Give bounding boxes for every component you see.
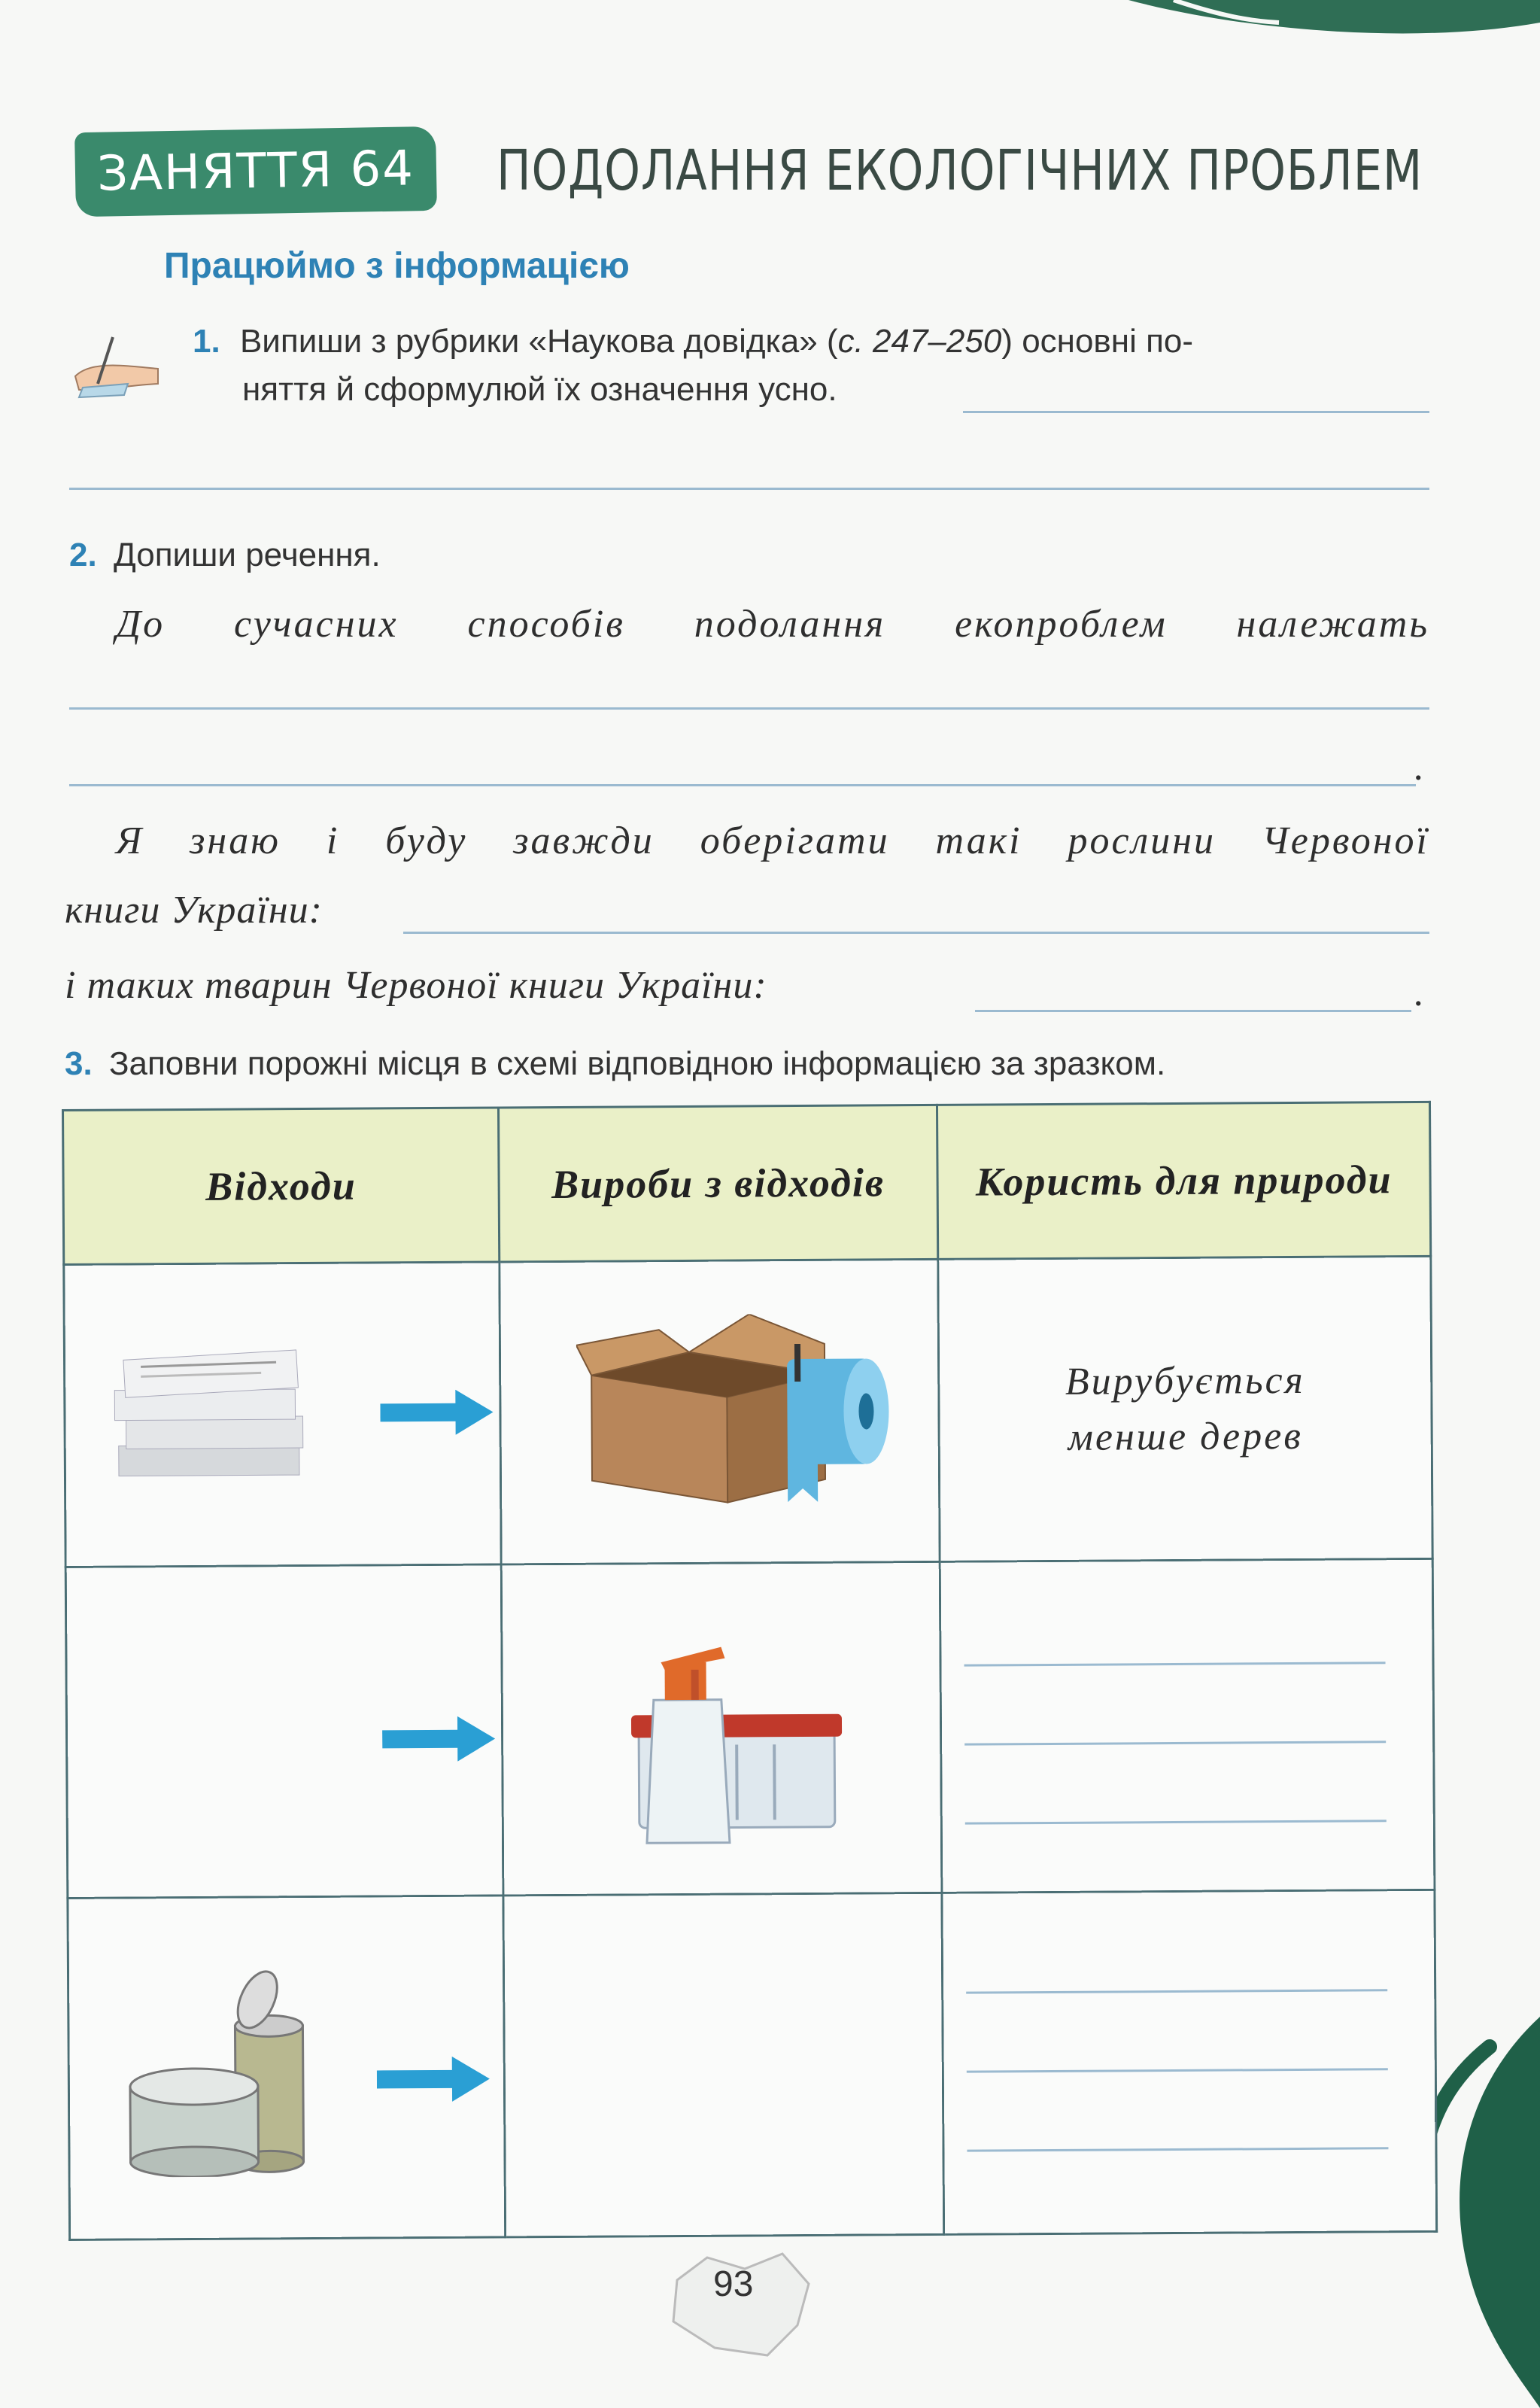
answer-line[interactable] (967, 2068, 1388, 2072)
answer-line[interactable] (69, 784, 1416, 786)
page-number: 93 (713, 2264, 754, 2304)
waste-cell (64, 1262, 501, 1567)
table-row (68, 1890, 1437, 2239)
arrow-right-icon (380, 1390, 493, 1436)
answer-line[interactable] (403, 932, 1429, 934)
task1-text-a: Випиши з рубрики «Наукова довідка» ( (239, 323, 838, 360)
answer-line[interactable] (964, 1741, 1386, 1745)
benefit-cell (938, 1256, 1432, 1561)
section-title: Працюймо з інформацією (164, 246, 630, 286)
cardboard-box-and-paper-roll-icon (576, 1313, 893, 1511)
tin-cans-icon (122, 1966, 319, 2178)
waste-cell[interactable] (65, 1564, 503, 1899)
sentence-plants-line2: книги України: (65, 889, 323, 932)
lesson-tag: ЗАНЯТТЯ 64 (74, 126, 437, 217)
newspapers-icon (111, 1332, 307, 1491)
answer-line[interactable] (965, 1820, 1387, 1824)
answer-line[interactable] (964, 1662, 1386, 1666)
task1-number: 1. (193, 323, 220, 360)
arrow-right-icon (382, 1716, 495, 1762)
table-row (64, 1256, 1432, 1567)
answer-line[interactable] (966, 1989, 1387, 1993)
answer-line[interactable] (69, 707, 1429, 710)
decorative-leaf-top (1128, 0, 1540, 53)
lesson-title: ПОДОЛАННЯ ЕКОЛОГІЧНИХ ПРОБЛЕМ (497, 138, 1423, 203)
period: . (1414, 971, 1426, 1014)
task1-page-ref: с. 247–250 (837, 323, 1002, 360)
column-header-benefit: Користь для природи (937, 1102, 1431, 1259)
task2-number: 2. (69, 537, 97, 573)
product-cell (501, 1561, 942, 1896)
answer-line[interactable] (967, 2147, 1389, 2151)
example-benefit-line1: Вирубується (1065, 1358, 1305, 1403)
task1-line1 (193, 318, 1193, 366)
sentence-animals: і таких тварин Червоної книги України: (65, 964, 767, 1007)
column-header-products: Вироби з відходів (498, 1105, 938, 1262)
benefit-cell[interactable] (940, 1558, 1434, 1893)
waste-cell (68, 1896, 506, 2240)
answer-line[interactable] (963, 411, 1429, 413)
sentence-eco-methods: До сучасних способів подолання екопроблем належать (116, 603, 1429, 646)
task1-line2: няття й сформулюй їх означення усно. (242, 371, 837, 408)
period: . (1414, 746, 1426, 789)
table-header-row (63, 1102, 1431, 1264)
task1-text-b: ) основні по- (1001, 323, 1194, 360)
product-cell[interactable] (503, 1893, 944, 2237)
writing-hand-icon (68, 331, 166, 399)
plastic-products-icon (608, 1616, 850, 1859)
task3-text: Заповни порожні місця в схемі відповідною інформацією за зразком. (108, 1045, 1166, 1082)
task2-line (69, 531, 381, 579)
task2-text: Допиши речення. (113, 537, 381, 573)
task3-line (65, 1040, 1165, 1088)
table-row (65, 1558, 1435, 1898)
answer-line[interactable] (69, 488, 1429, 490)
example-benefit-line2: менше дерев (1068, 1414, 1303, 1459)
sentence-plants-line1: Я знаю і буду завжди оберігати такі рослини Червоної (116, 819, 1429, 862)
benefit-cell[interactable] (942, 1890, 1437, 2234)
product-cell (500, 1259, 940, 1564)
task3-number: 3. (65, 1045, 93, 1082)
column-header-waste: Відходи (63, 1108, 500, 1265)
recycling-scheme-table (62, 1101, 1438, 2241)
answer-line[interactable] (975, 1010, 1411, 1012)
arrow-right-icon (377, 2057, 490, 2102)
